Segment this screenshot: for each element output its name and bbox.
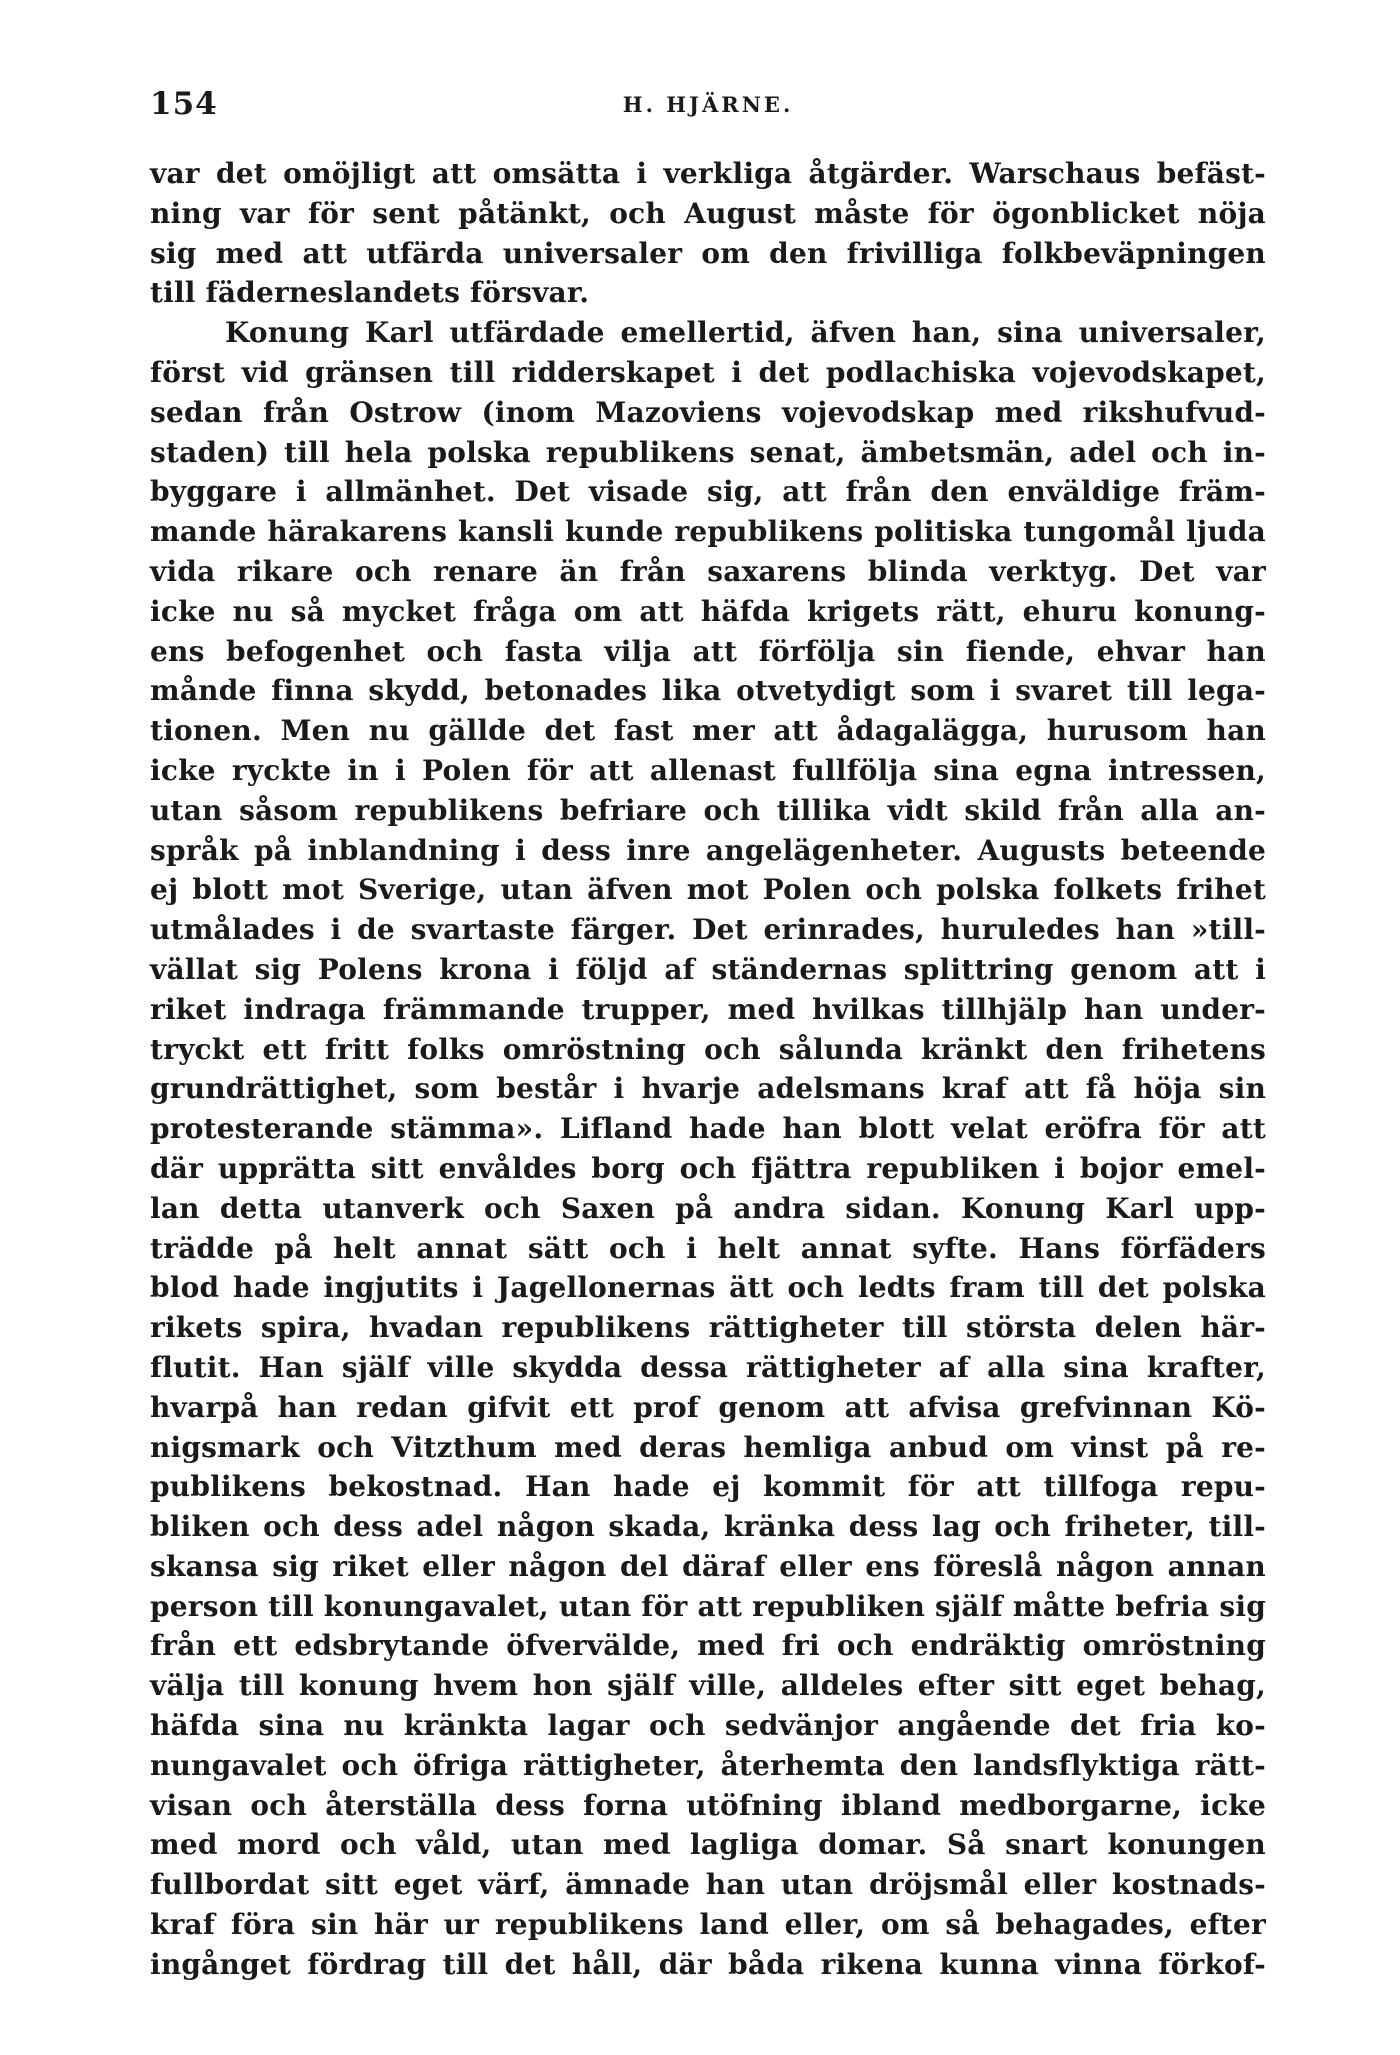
- page-number: 154: [150, 86, 218, 122]
- text-line: sig med att utfärda universaler om den frivilliga folkbeväpningen: [150, 236, 1266, 270]
- text-line: trädde på helt annat sätt och i helt annat syfte. Hans förfäders: [150, 1231, 1266, 1265]
- text-line: icke nu så mycket fråga om att häfda krigets rätt, ehuru konung-: [150, 594, 1266, 628]
- text-line: bliken och dess adel någon skada, kränka dess lag och friheter, till-: [150, 1510, 1266, 1544]
- text-line: välja till konung hvem hon själf ville, alldeles efter sitt eget behag,: [150, 1669, 1266, 1703]
- text-line: icke ryckte in i Polen för att allenast fullfölja sina egna intressen,: [150, 753, 1266, 787]
- text-line: riket indraga främmande trupper, med hvilkas tillhjälp han under-: [150, 992, 1266, 1026]
- text-line: vida rikare och renare än från saxarens blinda verktyg. Det var: [150, 554, 1266, 588]
- text-line: byggare i allmänhet. Det visade sig, att från den enväldige främ-: [150, 475, 1266, 509]
- text-line: häfda sina nu kränkta lagar och sedvänjor angående det fria ko-: [150, 1709, 1266, 1743]
- text-line: var det omöjligt att omsätta i verkliga åtgärder. Warschaus befäst-: [150, 157, 1266, 190]
- text-line: sedan från Ostrow (inom Mazoviens vojevodskap med rikshufvud-: [150, 395, 1266, 429]
- text-line: grundrättighet, som består i hvarje adelsmans kraf att få höja sin: [150, 1072, 1266, 1106]
- text-line: utan såsom republikens befriare och tillika vidt skild från alla an-: [150, 793, 1266, 827]
- text-line: ej blott mot Sverige, utan äfven mot Polen och polska folkets frihet: [150, 873, 1266, 907]
- text-line: nungavalet och öfriga rättigheter, återhemta den landsflyktiga rätt-: [150, 1748, 1266, 1782]
- body-text: [150, 154, 1266, 1985]
- text-line: först vid gränsen till ridderskapet i det podlachiska vojevodskapet,: [150, 355, 1266, 389]
- text-line: Konung Karl utfärdade emellertid, äfven han, sina universaler,: [225, 316, 1266, 350]
- text-line: språk på inblandning i dess inre angelägenheter. Augusts beteende: [150, 833, 1266, 867]
- text-line: lan detta utanverk och Saxen på andra sidan. Konung Karl upp-: [150, 1191, 1266, 1225]
- text-line: ning var för sent påtänkt, och August måste för ögonblicket nöja: [150, 196, 1266, 230]
- text-line: vällat sig Polens krona i följd af ständernas splittring genom att i: [150, 952, 1266, 986]
- text-line: rikets spira, hvadan republikens rättigheter till största delen här-: [150, 1311, 1266, 1345]
- text-line: kraf föra sin här ur republikens land eller, om så behagades, efter: [150, 1908, 1266, 1942]
- text-line: skansa sig riket eller någon del däraf eller ens föreslå någon annan: [150, 1549, 1266, 1583]
- text-line: staden) till hela polska republikens senat, ämbetsmän, adel och in-: [150, 435, 1266, 469]
- text-line: månde finna skydd, betonades lika otvetydigt som i svaret till lega-: [150, 674, 1266, 708]
- text-line: ingånget fördrag till det håll, där båda rikena kunna vinna förkof-: [150, 1947, 1266, 1981]
- text-line: fullbordat sitt eget värf, ämnade han utan dröjsmål eller kostnads-: [150, 1868, 1266, 1902]
- text-line: nigsmark och Vitzthum med deras hemliga anbud om vinst på re-: [150, 1430, 1266, 1464]
- text-line: protesterande stämma». Lifland hade han blott velat eröfra för att: [150, 1112, 1266, 1146]
- text-line: blod hade ingjutits i Jagellonernas ätt och ledts fram till det polska: [150, 1271, 1266, 1305]
- text-line: där upprätta sitt envåldes borg och fjättra republiken i bojor emel-: [150, 1151, 1266, 1185]
- text-line: med mord och våld, utan med lagliga domar. Så snart konungen: [150, 1828, 1266, 1862]
- text-line: flutit. Han själf ville skydda dessa rättigheter af alla sina krafter,: [150, 1350, 1266, 1384]
- text-line: tryckt ett fritt folks omröstning och sålunda kränkt den frihetens: [150, 1032, 1266, 1066]
- text-line: ens befogenhet och fasta vilja att förfölja sin fiende, ehvar han: [150, 634, 1266, 668]
- text-line: till fäderneslandets försvar.: [150, 276, 590, 310]
- page-header: [150, 86, 1266, 126]
- text-line: utmålades i de svartaste färger. Det erinrades, huruledes han »till-: [150, 913, 1266, 947]
- running-head: H. HJÄRNE.: [622, 92, 794, 117]
- text-line: publikens bekostnad. Han hade ej kommit för att tillfoga repu-: [150, 1470, 1266, 1504]
- text-line: person till konungavalet, utan för att republiken själf måtte befria sig: [150, 1589, 1266, 1623]
- text-line: mande härakarens kansli kunde republikens politiska tungomål ljuda: [150, 515, 1266, 549]
- text-line: från ett edsbrytande öfvervälde, med fri och endräktig omröstning: [150, 1629, 1266, 1663]
- text-line: visan och återställa dess forna utöfning ibland medborgarne, icke: [150, 1788, 1266, 1822]
- text-line: hvarpå han redan gifvit ett prof genom att afvisa grefvinnan Kö-: [150, 1390, 1266, 1424]
- text-line: tionen. Men nu gällde det fast mer att ådagalägga, hurusom han: [150, 714, 1266, 748]
